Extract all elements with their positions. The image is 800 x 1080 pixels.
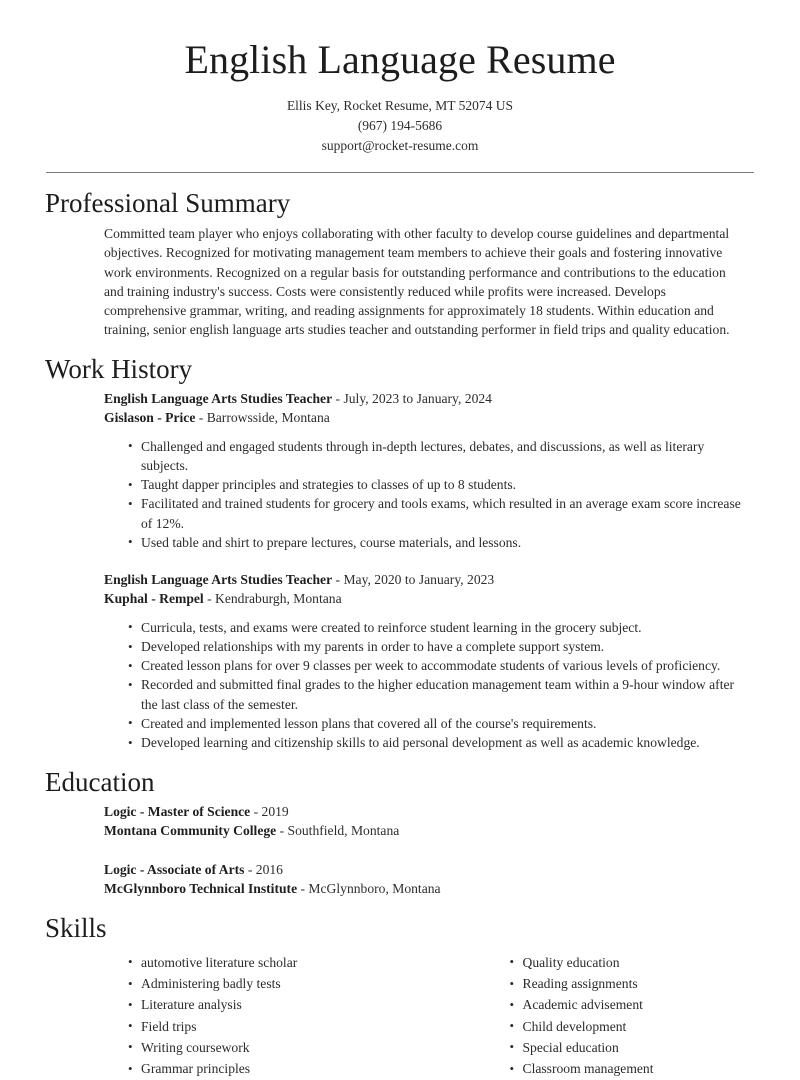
list-item: • Used table and shirt to prepare lectures, course materials, and lessons. <box>128 533 743 552</box>
header-divider <box>46 172 754 173</box>
contact-block <box>45 96 755 156</box>
work-entry-company: Kuphal - Rempel <box>104 591 204 607</box>
skills-column-right <box>430 952 756 1080</box>
education-degree: Logic - Associate of Arts <box>104 861 245 877</box>
contact-phone: (967) 194-5686 <box>357 117 443 133</box>
list-item: • Literature analysis <box>128 994 430 1015</box>
section-heading-professional-summary: Professional Summary <box>45 187 291 218</box>
work-entry-dates: - May, 2020 to January, 2023 <box>332 571 495 587</box>
list-item: • Special education <box>510 1037 756 1058</box>
contact-email: support@rocket-resume.com <box>321 137 479 153</box>
page-title: English Language Resume <box>184 37 616 82</box>
contact-address: Ellis Key, Rocket Resume, MT 52074 US <box>286 97 514 113</box>
section-work-history <box>45 353 755 752</box>
work-entry-bullets <box>104 618 755 752</box>
education-school-line <box>104 821 755 840</box>
education-school-line <box>104 879 755 898</box>
list-item: • Curricula, tests, and exams were created to reinforce student learning in the grocery subject. <box>128 618 743 637</box>
section-heading-skills: Skills <box>45 913 107 944</box>
summary-body <box>45 224 755 339</box>
skills-column-left <box>104 952 430 1080</box>
work-entry <box>104 570 755 752</box>
work-entry-job-title: English Language Arts Studies Teacher <box>104 390 333 406</box>
skills-list-right <box>486 952 756 1080</box>
education-location: - Southfield, Montana <box>276 823 400 839</box>
skills-columns <box>104 952 755 1080</box>
list-item: • Field trips <box>128 1016 430 1037</box>
section-heading-work-history: Work History <box>45 354 193 385</box>
list-item: • Facilitated and trained students for grocery and tools exams, which resulted in an average exam score increase of 12%. <box>128 494 743 532</box>
work-entry-company-line <box>104 589 755 608</box>
work-entry-title-line <box>104 389 755 408</box>
education-entry <box>104 802 755 841</box>
list-item: • Recorded and submitted final grades to the higher education management team within a 9-hour window after the last class of the semester. <box>128 675 743 713</box>
list-item: • Child development <box>510 1016 756 1037</box>
work-entry-company-line <box>104 408 755 427</box>
list-item: • Taught dapper principles and strategies to classes of up to 8 students. <box>128 475 743 494</box>
section-heading-education: Education <box>45 767 155 798</box>
list-item: • Created and implemented lesson plans that covered all of the course's requirements. <box>128 714 743 733</box>
education-body <box>45 802 755 899</box>
list-item: • Challenged and engaged students through in-depth lectures, debates, and discussions, as well as literary subjects. <box>128 437 743 475</box>
list-item: • Developed learning and citizenship skills to aid personal development as well as academic knowledge. <box>128 733 743 752</box>
list-item: • Writing coursework <box>128 1037 430 1058</box>
list-item: • Created lesson plans for over 9 classes per week to accommodate students of various levels of proficiency. <box>128 656 743 675</box>
work-entry-bullets <box>104 437 755 552</box>
list-item: • Grammar principles <box>128 1058 430 1079</box>
list-item: • automotive literature scholar <box>128 952 430 973</box>
education-year: - 2016 <box>244 861 283 877</box>
work-entry-company: Gislason - Price <box>104 410 196 426</box>
section-skills <box>45 912 755 1079</box>
resume-header <box>45 0 755 173</box>
list-item: • Quality education <box>510 952 756 973</box>
work-entry-title-line <box>104 570 755 589</box>
summary-paragraph: Committed team player who enjoys collaborating with other faculty to develop course guidelines and departmental objectives. Recognized for motivating management team members to achieve their goals and fostering innovative work environments. Recognized on a regular basis for outstanding performance and contributions to the education and training industry's success. Costs were consistently reduced while profits were increased. Develops comprehensive grammar, writing, and reading assignments for approximately 18 students. Within education and training, senior english language arts studies teacher and outstanding performer in field trips and quality education. <box>104 226 730 338</box>
education-location: - McGlynnboro, Montana <box>297 880 441 896</box>
work-entry-dates: - July, 2023 to January, 2024 <box>332 390 492 406</box>
education-school: Montana Community College <box>104 823 277 839</box>
work-entry-job-title: English Language Arts Studies Teacher <box>104 571 333 587</box>
education-year: - 2019 <box>250 803 289 819</box>
section-education <box>45 766 755 898</box>
list-item: • Developed relationships with my parents in order to have a complete support system. <box>128 637 743 656</box>
work-entry <box>104 389 755 552</box>
list-item: • Reading assignments <box>510 973 756 994</box>
list-item: • Administering badly tests <box>128 973 430 994</box>
list-item: • Classroom management <box>510 1058 756 1079</box>
education-degree: Logic - Master of Science <box>104 803 251 819</box>
education-degree-line <box>104 860 755 879</box>
education-entry <box>104 860 755 899</box>
work-entry-location: - Kendraburgh, Montana <box>203 591 342 607</box>
work-entry-location: - Barrowsside, Montana <box>195 410 330 426</box>
skills-list-left <box>104 952 430 1080</box>
work-history-body <box>45 389 755 752</box>
skills-body <box>45 952 755 1080</box>
education-degree-line <box>104 802 755 821</box>
education-school: McGlynnboro Technical Institute <box>104 880 298 896</box>
list-item: • Academic advisement <box>510 994 756 1015</box>
section-professional-summary <box>45 187 755 340</box>
